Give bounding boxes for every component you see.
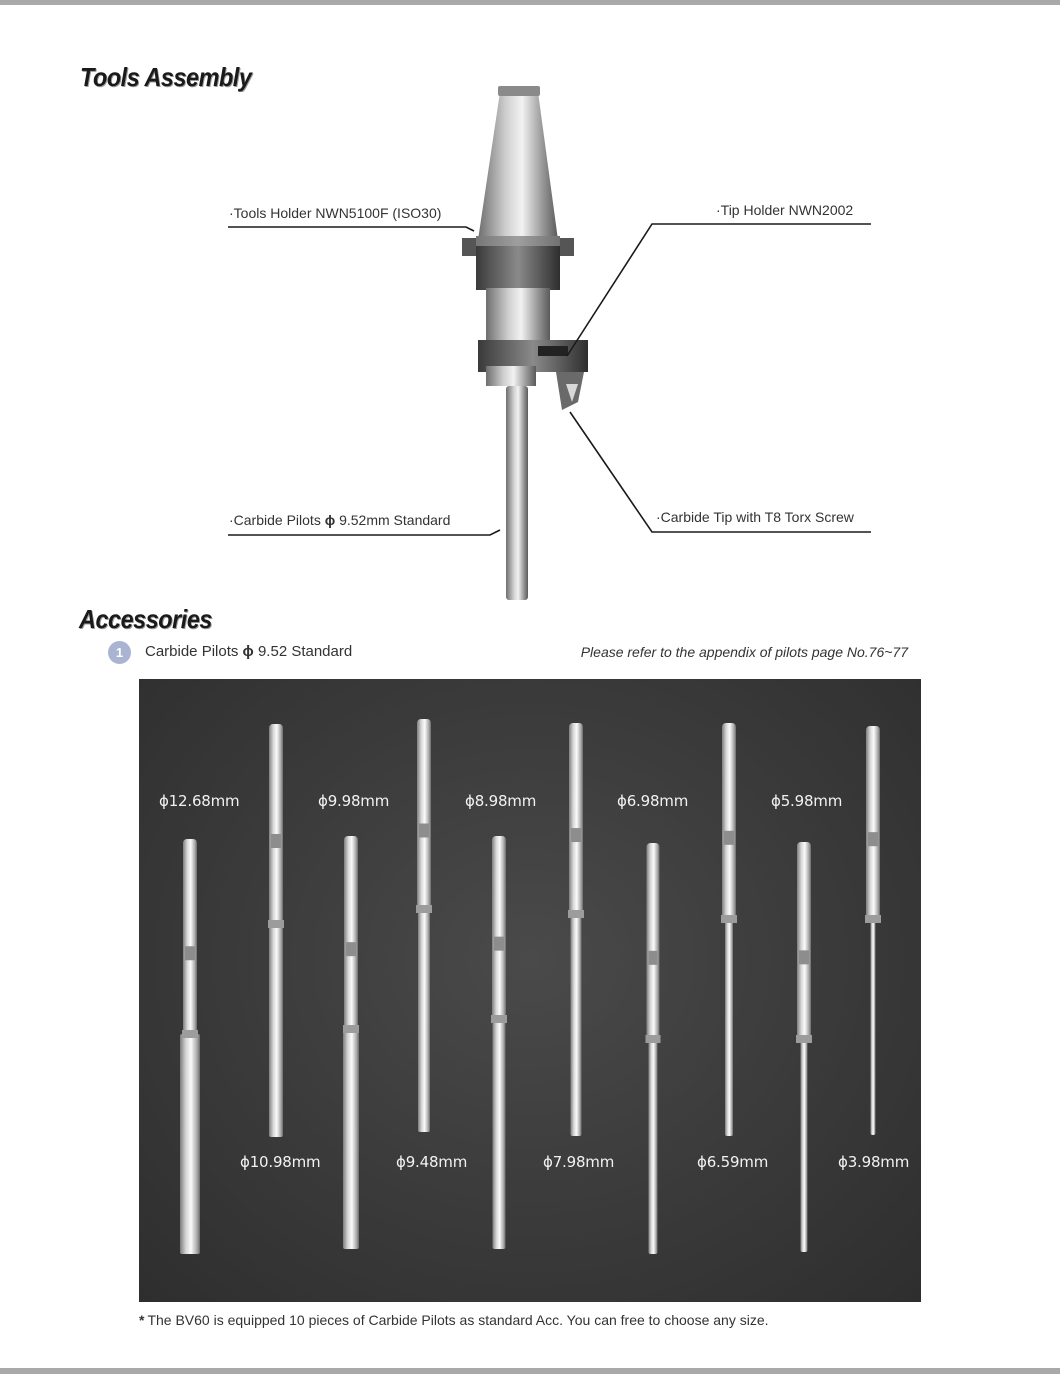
- pilot-rod-head: [417, 719, 431, 909]
- tools-assembly-figure: [0, 0, 1060, 610]
- footnote-text: The BV60 is equipped 10 pieces of Carbide Pilots as standard Acc. You can free to choose any size.: [147, 1312, 769, 1328]
- pilot-label-top-1: ϕ12.68mm: [159, 792, 240, 810]
- pilot-rod-tail: [493, 1019, 506, 1249]
- pilot-rod-tail: [725, 919, 733, 1136]
- pilot-rod-collar: [491, 1015, 507, 1023]
- pilot-rod-tail: [418, 909, 430, 1132]
- pilot-rod-notch: [799, 950, 809, 964]
- item-number-badge: 1: [108, 641, 131, 664]
- leader-tools-holder: [228, 227, 474, 231]
- leader-tip-holder: [567, 224, 871, 356]
- tools-assembly-title: Tools Assembly: [80, 62, 252, 92]
- pilot-rod-notch: [185, 946, 195, 960]
- pilot-label-bottom-4: ϕ6.59mm: [697, 1153, 769, 1171]
- pilot-label-top-2: ϕ9.98mm: [318, 792, 390, 810]
- callout-pilots-prefix: ·Carbide Pilots: [229, 512, 325, 528]
- accessory-item-row: [108, 641, 908, 665]
- pilot-label-top-3: ϕ8.98mm: [465, 792, 537, 810]
- pilot-rod-head: [722, 723, 736, 919]
- pilot-rod: [865, 726, 881, 1135]
- callout-pilots-suffix: 9.52mm Standard: [335, 512, 451, 528]
- pilot-rod-notch: [346, 942, 356, 956]
- pilot-rod-collar: [182, 1030, 198, 1038]
- pilot-rod-collar: [865, 915, 881, 923]
- pilot-rod: [646, 843, 661, 1254]
- pilot-rod: [721, 723, 737, 1136]
- pilot-rod-head: [183, 839, 197, 1034]
- pilot-label-top-4: ϕ6.98mm: [617, 792, 689, 810]
- accessory-phi: ϕ: [242, 643, 254, 660]
- bottom-rule: [0, 1368, 1060, 1374]
- pilot-rod-tail: [269, 924, 283, 1137]
- pilot-rod-notch: [724, 831, 734, 845]
- pilot-label-bottom-2: ϕ9.48mm: [396, 1153, 468, 1171]
- pilot-rod-collar: [416, 905, 432, 913]
- footnote-star: *: [139, 1312, 145, 1328]
- callout-leader-lines: [0, 0, 1060, 610]
- pilot-rod: [491, 836, 507, 1249]
- pilot-rod-tail: [571, 914, 582, 1136]
- callout-tools-holder: ·Tools Holder NWN5100F (ISO30): [229, 205, 442, 221]
- pilot-rod-collar: [646, 1035, 661, 1043]
- leader-carbide-tip: [570, 412, 871, 532]
- pilot-rod-collar: [268, 920, 284, 928]
- pilot-rod-head: [269, 724, 283, 924]
- pilot-rod: [343, 836, 359, 1249]
- pilot-rod-collar: [568, 910, 584, 918]
- callout-carbide-tip: ·Carbide Tip with T8 Torx Screw: [656, 509, 854, 525]
- accessories-title: Accessories: [79, 604, 212, 634]
- pilot-rod-collar: [721, 915, 737, 923]
- pilot-rod-head: [344, 836, 358, 1029]
- pilot-rod-notch: [649, 951, 658, 965]
- pilot-rod-notch: [494, 937, 504, 951]
- accessory-suffix: 9.52 Standard: [253, 643, 353, 660]
- pilot-label-bottom-5: ϕ3.98mm: [838, 1153, 910, 1171]
- pilot-rod-head: [797, 842, 811, 1039]
- pilot-rod: [416, 719, 432, 1132]
- pilot-rod-collar: [796, 1035, 812, 1043]
- pilot-rod: [796, 842, 812, 1252]
- pilot-rod-tail: [649, 1039, 658, 1254]
- pilot-rod-head: [569, 723, 583, 914]
- pilot-label-bottom-1: ϕ10.98mm: [240, 1153, 321, 1171]
- pilot-rod: [268, 724, 284, 1137]
- pilot-rod-tail: [801, 1039, 808, 1252]
- pilot-rod-collar: [343, 1025, 359, 1033]
- pilot-label-bottom-3: ϕ7.98mm: [543, 1153, 615, 1171]
- pilot-rod: [568, 723, 584, 1136]
- appendix-reference-note: Please refer to the appendix of pilots page No.76~77: [580, 644, 908, 660]
- callout-pilots-phi: ϕ: [324, 512, 336, 528]
- pilot-rod: [180, 839, 200, 1254]
- pilot-rod-notch: [868, 832, 878, 846]
- leader-carbide-pilots: [228, 530, 500, 535]
- accessory-item-label: [145, 643, 352, 660]
- pilot-rod-head: [492, 836, 506, 1019]
- pilot-rod-tail: [871, 919, 876, 1135]
- footnote: [139, 1312, 769, 1328]
- pilot-rod-head: [647, 843, 660, 1039]
- pilot-rod-tail: [180, 1034, 200, 1254]
- pilot-rod-notch: [419, 824, 429, 838]
- pilot-rod-notch: [271, 834, 281, 848]
- pilots-photo: [139, 679, 921, 1302]
- pilot-rod-tail: [343, 1029, 359, 1249]
- accessory-prefix: Carbide Pilots: [145, 643, 243, 660]
- callout-tip-holder: ·Tip Holder NWN2002: [716, 202, 854, 218]
- pilot-rod-notch: [571, 828, 581, 842]
- pilot-label-top-5: ϕ5.98mm: [771, 792, 843, 810]
- pilots-illustration: [139, 679, 921, 1302]
- pilot-rod-head: [866, 726, 880, 919]
